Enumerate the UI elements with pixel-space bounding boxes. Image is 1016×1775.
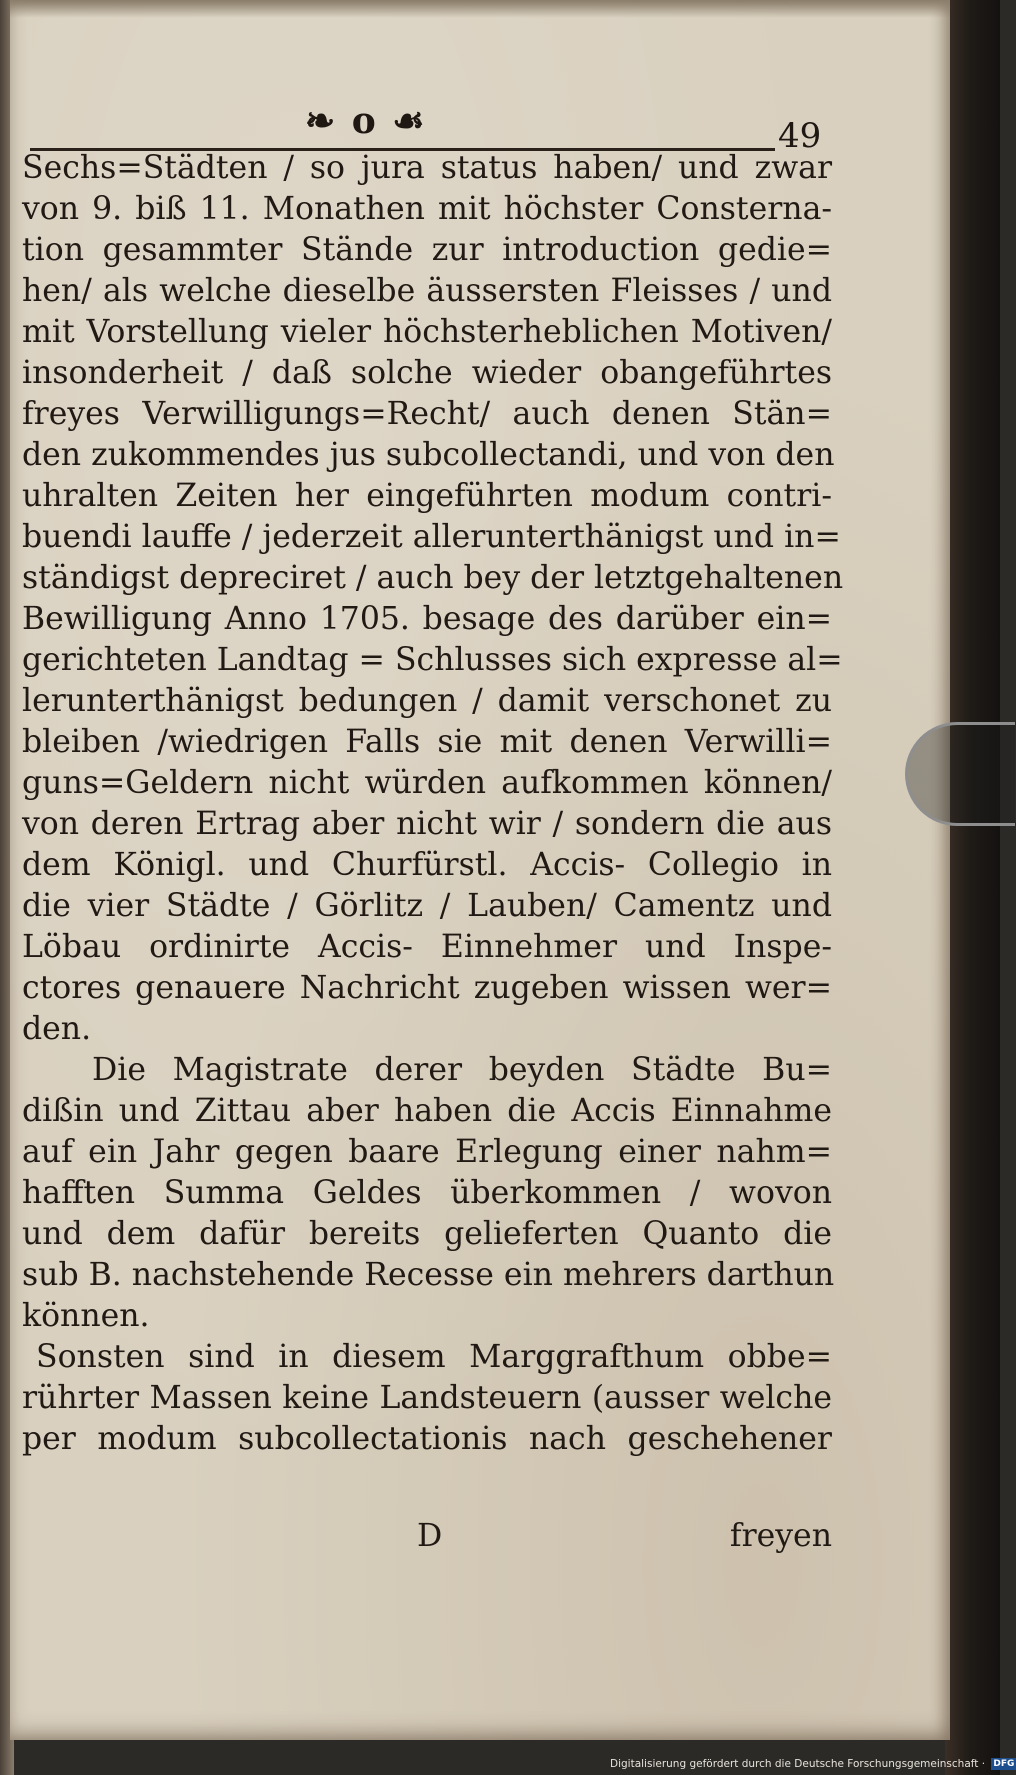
text-line: bleiben /wiedrigen Falls sie mit denen Verwilli= <box>22 724 832 760</box>
dfg-logo: DFG <box>993 1759 1015 1769</box>
text-line: hen/ als welche dieselbe äussersten Fleisses / und <box>22 273 832 309</box>
digitization-credit <box>610 1756 1016 1772</box>
page-edge-shadow <box>10 0 950 18</box>
credit-text: Digitalisierung gefördert durch die Deutsche Forschungsgemeinschaft · <box>610 1758 986 1770</box>
text-line: von deren Ertrag aber nicht wir / sondern die aus <box>22 806 832 842</box>
text-line: den. <box>22 1011 92 1047</box>
page-number: 49 <box>778 116 822 156</box>
text-line: hafften Summa Geldes überkommen / wovon <box>22 1175 832 1211</box>
text-line: rührter Massen keine Landsteuern (ausser welche <box>22 1380 832 1416</box>
text-line: buendi lauffe / jederzeit allerunterthänigst und in= <box>22 519 841 555</box>
paragraph-start-line: Sonsten sind in diesem Marggrafthum obbe= <box>36 1339 832 1375</box>
text-line: guns=Geldern nicht würden aufkommen können/ <box>22 765 832 801</box>
body-text <box>22 148 844 1460</box>
text-line: den zukommendes jus subcollectandi, und von den <box>22 437 835 473</box>
text-line: auf ein Jahr gegen baare Erlegung einer nahm= <box>22 1134 832 1170</box>
text-line: ständigst depreciret / auch bey der letztgehaltenen <box>22 560 844 596</box>
text-line: dem Königl. und Churfürstl. Accis- Collegio in <box>22 847 832 883</box>
text-line: gerichteten Landtag = Schlusses sich expresse al= <box>22 642 843 678</box>
page-header <box>30 100 840 156</box>
header-ornament: ❧ o ☙ <box>305 100 427 142</box>
text-line: uhralten Zeiten her eingeführten modum contri- <box>22 478 832 514</box>
text-line: Bewilligung Anno 1705. besage des darüber ein= <box>22 601 832 637</box>
text-line: die vier Städte / Görlitz / Lauben/ Camentz und <box>22 888 832 924</box>
signature-mark: D <box>417 1518 443 1554</box>
book-clasp-ring <box>905 722 1015 826</box>
text-line: insonderheit / daß solche wieder obangeführtes <box>22 355 832 391</box>
text-line: tion gesammter Stände zur introduction gedie= <box>22 232 832 268</box>
text-line: lerunterthänigst bedungen / damit verschonet zu <box>22 683 832 719</box>
text-line: dißin und Zittau aber haben die Accis Einnahme <box>22 1093 832 1129</box>
text-line: freyes Verwilligungs=Recht/ auch denen Stän= <box>22 396 832 432</box>
scan-backdrop-right <box>945 0 1000 1775</box>
text-line: ctores genauere Nachricht zugeben wissen wer= <box>22 970 832 1006</box>
paragraph-start-line: Die Magistrate derer beyden Städte Bu= <box>92 1052 832 1088</box>
text-line: sub B. nachstehende Recesse ein mehrers darthun <box>22 1257 835 1293</box>
text-line: können. <box>22 1298 150 1334</box>
text-line: und dem dafür bereits gelieferten Quanto die <box>22 1216 832 1252</box>
page-foot <box>22 1518 832 1562</box>
catchword: freyen <box>729 1518 832 1554</box>
text-line: von 9. biß 11. Monathen mit höchster Consterna- <box>22 191 832 227</box>
text-line: Löbau ordinirte Accis- Einnehmer und Inspe- <box>22 929 832 965</box>
text-line: per modum subcollectationis nach geschehener <box>22 1421 832 1457</box>
text-line: Sechs=Städten / so jura status haben/ und zwar <box>22 150 832 186</box>
text-line: mit Vorstellung vieler höchsterheblichen Motiven/ <box>22 314 832 350</box>
